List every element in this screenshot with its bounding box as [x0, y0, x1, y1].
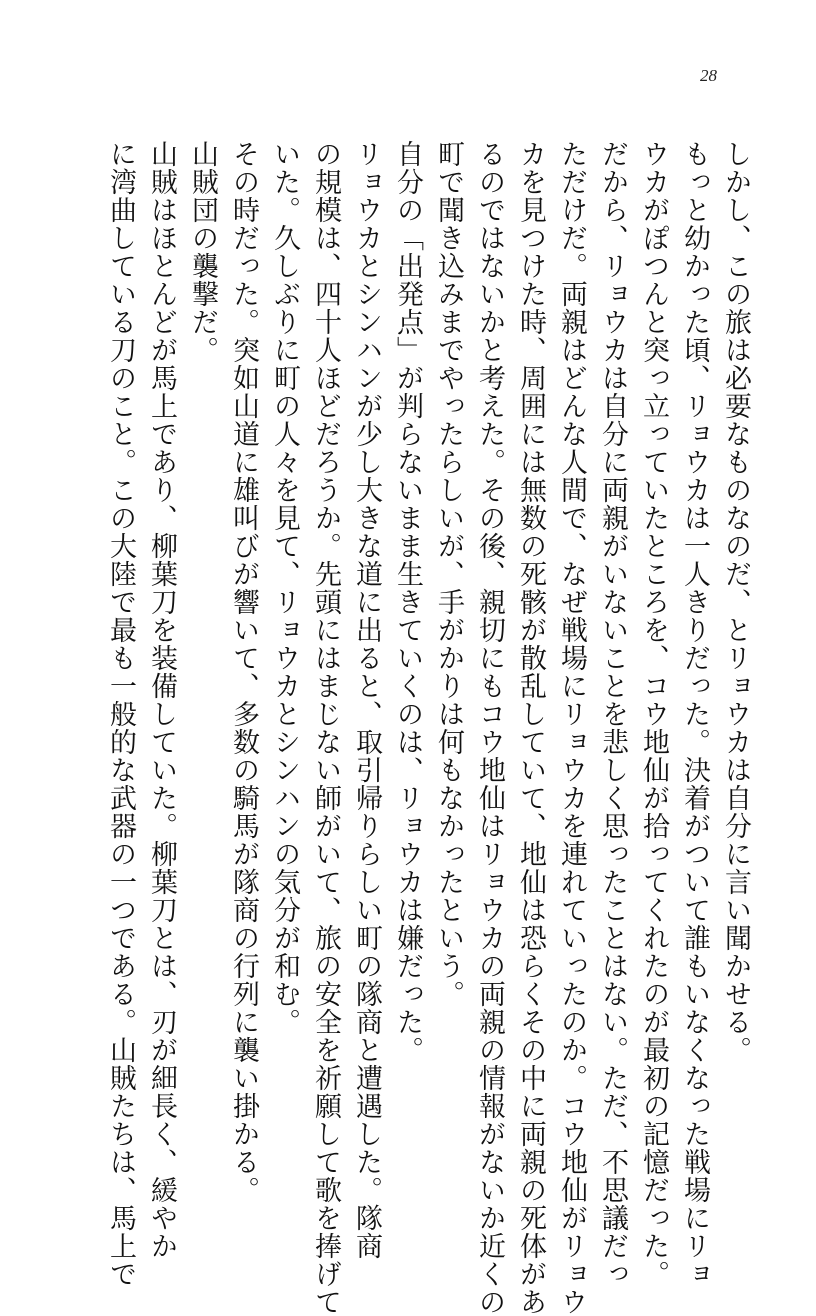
text-line: 山賊はほとんどが馬上であり、柳葉刀を装備していた。柳葉刀とは、刃が細長く、緩やか — [146, 140, 177, 1260]
text-line: ウカがぽつんと突っ立っていたところを、コウ地仙が拾ってくれたのが最初の記憶だった。 — [638, 140, 669, 1288]
text-line: 山賊団の襲撃だ。 — [187, 140, 218, 364]
text-line: ただけだ。両親はどんな人間で、なぜ戦場にリョウカを連れていったのか。コウ地仙がリョウ — [556, 140, 587, 1316]
text-line: リョウカとシンハンが少し大きな道に出ると、取引帰りらしい町の隊商と遭遇した。隊商 — [351, 140, 382, 1260]
text-line: るのではないかと考えた。その後、親切にもコウ地仙はリョウカの両親の情報がないか近くの — [474, 140, 505, 1316]
body-text — [56, 140, 756, 1316]
text-line: に湾曲している刀のこと。この大陸で最も一般的な武器の一つである。山賊たちは、馬上で — [105, 140, 136, 1288]
text-line: もっと幼かった頃、リョウカは一人きりだった。決着がついて誰もいなくなった戦場にリョ — [679, 140, 710, 1288]
text-line: 自分の「出発点」が判らないまま生きていくのは、リョウカは嫌だった。 — [392, 140, 423, 1064]
text-line: いた。久しぶりに町の人々を見て、リョウカとシンハンの気分が和む。 — [269, 140, 300, 1036]
text-line: しかし、この旅は必要なものなのだ、とリョウカは自分に言い聞かせる。 — [720, 140, 751, 1064]
text-line: その時だった。突如山道に雄叫びが響いて、多数の騎馬が隊商の行列に襲い掛かる。 — [228, 140, 259, 1204]
text-line: だから、リョウカは自分に両親がいないことを悲しく思ったことはない。ただ、不思議だっ — [597, 140, 628, 1288]
text-line: の規模は、四十人ほどだろうか。先頭にはまじない師がいて、旅の安全を祈願して歌を捧げて — [310, 140, 341, 1316]
page-number: 28 — [700, 66, 717, 85]
text-line: 町で聞き込みまでやったらしいが、手がかりは何もなかったという。 — [433, 140, 464, 1008]
text-line: カを見つけた時、周囲には無数の死骸が散乱していて、地仙は恐らくその中に両親の死体があ — [515, 140, 546, 1316]
